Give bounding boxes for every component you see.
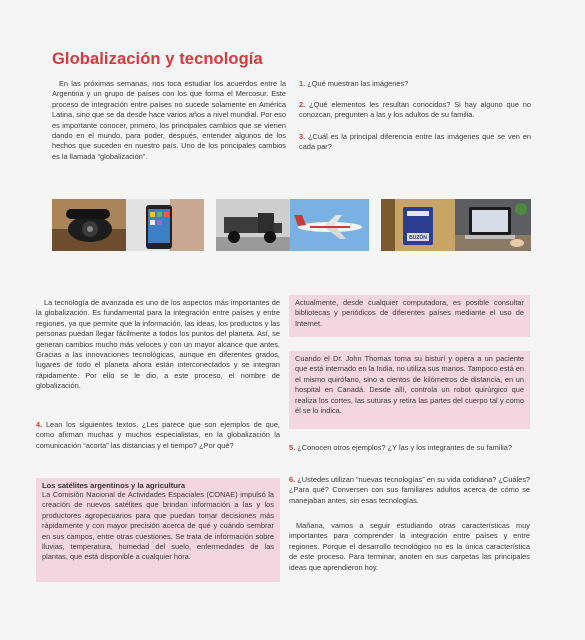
- satellites-title: Los satélites argentinos y la agricultura: [42, 481, 186, 490]
- question-4-number: 4.: [36, 420, 43, 429]
- question-2-text: ¿Qué elementos les resultan conocidos? Si hay alguno que no conozcan, pregunten a las y los adultos de su familia.: [299, 100, 531, 120]
- question-5-text: ¿Conocen otros ejemplos? ¿Y las y los integrantes de su familia?: [297, 443, 512, 452]
- image-pair-transport: [216, 199, 369, 251]
- mailbox-label: BUZÓN: [409, 235, 427, 241]
- question-5-number: 5.: [289, 443, 296, 452]
- question-6-number: 6.: [289, 475, 296, 484]
- question-6: [289, 475, 530, 506]
- smartphone-photo: [126, 199, 204, 251]
- question-6-text: ¿Ustedes utilizan “nuevas tecnologías” en su vida cotidiana? ¿Cuáles? ¿Para qué? Conversen con sus familiares adultos acerca de cómo se manejaban antes, sin esas tecnologías.: [289, 475, 530, 505]
- technology-paragraph: La tecnología de avanzada es uno de los aspectos más importantes de la globalización. Es fundamental para la integración entre países y entre regiones, ya que permite que la información, las ideas, los productos y las personas puedan llegar fácilmente a todos los puntos del planeta. Así, se generan cambios mucho más veloces y con un mayor alcance que antes. Gracias a las innovaciones tecnológicas, aunque en diferentes grados, lugares de todo el planeta ahora están interconectados y se integran rápidamente. Por ello se le dio, a este proceso, el nombre de globalización.: [36, 298, 280, 391]
- old-truck-photo: [216, 199, 290, 251]
- question-5: [289, 443, 530, 453]
- question-1: [299, 79, 531, 89]
- question-1-number: 1.: [299, 79, 306, 88]
- question-2: [299, 100, 531, 121]
- old-telephone-photo: [52, 199, 126, 251]
- image-pair-mail: [381, 199, 531, 251]
- image-pair-phones: [52, 199, 204, 251]
- surgery-box-text: Cuando el Dr. John Thomas toma su bisturí y opera a un paciente que está internado en la India, no utiliza sus manos. Tampoco está en el mismo quirófano, sino a cientos de kilómetros de distancia, en un hospital en Canadá. Desde allí, controla un robot quirúrgico que realiza los cortes, las suturas y retira las partes del cuerpo tal y como él se lo indica.: [295, 354, 524, 416]
- question-4: [36, 420, 280, 451]
- satellites-box: [36, 478, 280, 582]
- question-2-number: 2.: [299, 100, 306, 109]
- mailbox-photo: [381, 199, 455, 251]
- internet-box: [289, 295, 530, 337]
- question-1-text: ¿Qué muestran las imágenes?: [307, 79, 409, 88]
- surgery-box: [289, 351, 530, 429]
- question-3-number: 3.: [299, 132, 306, 141]
- satellites-text: La Comisión Nacional de Actividades Espaciales (CONAE) impulsó la creación de nuevos satélites que brindan información a las y los productores agropecuarios para que puedan tomar decisiones más rápidamente y con mayor precisión acerca de qué y cuándo sembrar en sus campos, entre otras cuestiones. Se trata de información sobre lluvias, temperatura, humedad del suelo, enfermedades de las plantas, que está disponible a cualquier hora.: [42, 490, 274, 562]
- page-title: Globalización y tecnología: [52, 50, 263, 68]
- question-3: [299, 132, 531, 153]
- internet-box-text: Actualmente, desde cualquier computadora, es posible consultar bibliotecas y periódicos de diferentes países mediante el uso de Internet.: [295, 298, 524, 328]
- question-4-text: Lean los siguientes textos. ¿Les parece que son ejemplos de que, como afirman muchas y muchos especialistas, en la globalización la comunicación “acorta” las distancias y el tiempo? ¿Por qué?: [36, 420, 280, 450]
- laptop-photo: [455, 199, 531, 251]
- intro-paragraph: En las próximas semanas, nos toca estudiar los acuerdos entre la Argentina y un grupo de países con los que forma el Mercosur. Este proceso de integración entre países no sucede solamente en América Latina, sino que se da desde hace varios años a nivel mundial. Por eso es importante conocer, primero, los principales cambios que se vienen dando en el mundo, para poder, después, entender algunos de los hechos que suceden en nuestro país. Uno de los principales cambios es la llamada “globalización”.: [52, 79, 286, 161]
- closing-paragraph: Mañana, vamos a seguir estudiando otras características muy importantes para comprender la integración entre países y entre regiones. Porque el desarrollo tecnológico no es la única característica de este proceso. Para terminar, anoten en sus carpetas las principales ideas que aprendieron hoy.: [289, 521, 530, 572]
- airplane-photo: [290, 199, 369, 251]
- question-3-text: ¿Cuál es la principal diferencia entre las imágenes que se ven en cada par?: [299, 132, 531, 152]
